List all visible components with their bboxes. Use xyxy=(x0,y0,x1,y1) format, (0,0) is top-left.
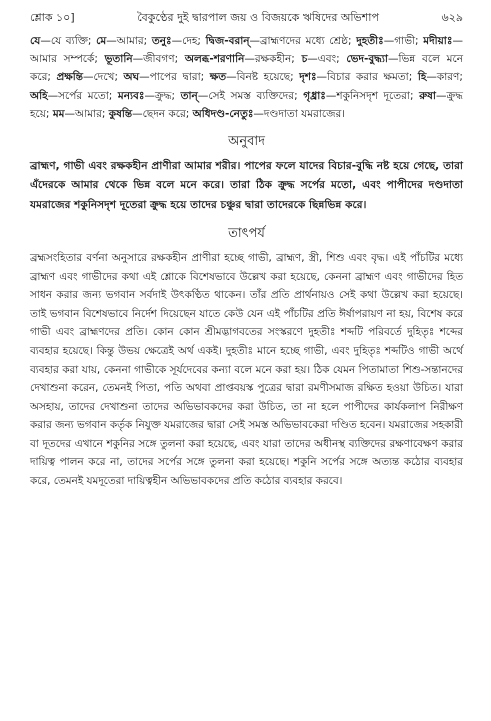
synonym-term: তনুঃ xyxy=(151,35,172,47)
running-head xyxy=(30,10,463,26)
synonym-meaning: আমার xyxy=(116,35,144,47)
synonym-term: মন্যবঃ xyxy=(117,89,145,102)
synonym-term: প্রক্ষন্তি xyxy=(56,71,84,84)
synonym-meaning: সর্পের মতো xyxy=(58,89,109,102)
purport-text: ব্রহ্মসংহিতার বর্ণনা অনুসারে রক্ষকহীন প্রাণীরা হচ্ছে গাভী, ব্রাহ্মণ, স্ত্রী, শিশু এবং বৃদ্ধ। এই পাঁচটির মধ্যে ব্রাহ্মণ এবং গাভীদের কথা এই শ্লোকে বিশেষভাবে উল্লেখ করা হয়েছে, কেননা ব্রাহ্মণ এবং গাভীদের হিত সাধন করার জন্য ভগবান সর্বদাই উৎকণ্ঠিত থাকেন। তাঁর প্রতি প্রার্থনায়ও সেই কথা উল্লেখ করা হয়েছে। তাই ভগবান বিশেষভাবে নির্দেশ দিয়েছেন যাতে কেউ যেন এই পাঁচটির প্রতি ঈর্ষাপরায়ণ না হয়, বিশেষ করে গাভী এবং ব্রাহ্মণদের প্রতি। কোন কোন শ্রীমদ্ভাগবতের সংস্করণে দুহতীঃ শব্দটি পরিবর্তে দুহিতৃঃ শব্দের ব্যবহার হয়েছে। কিন্তু উভয় ক্ষেত্রেই অর্থ একই। দুহতীঃ মানে হচ্ছে গাভী, এবং দুহিতৃঃ শব্দটিও গাভী অর্থে ব্যবহার করা যায়, কেননা গাভীকে সূর্যদেবের কন্যা বলে মনে করা হয়। ঠিক যেমন পিতামাতা শিশু-সন্তানদের দেখাশুনা করেন, তেমনই পিতা, পতি অথবা প্রাপ্তবয়স্ক পুত্রের দ্বারা রমণীসমাজ রক্ষিত হওয়া উচিত। যারা অসহায়, তাদের দেখাশুনা তাদের অভিভাবকদের করা উচিত, তা না হলে পাপীদের কার্যকলাপ নিরীক্ষণ করার জন্য ভগবান কর্তৃক নিযুক্ত যমরাজের দ্বারা সেই সমস্ত অভিভাবকেরা দণ্ডিত হবেন। যমরাজের সহকারী বা দূতদের এখানে শকুনির সঙ্গে তুলনা করা হয়েছে, এবং যারা তাদের অধীনস্থ ব্যক্তিদের রক্ষণাবেক্ষণ করার দায়িত্ব পালন করে না, তাদের সর্পের সঙ্গে তুলনা করা হয়েছে। শকুনি সর্পের সঙ্গে অত্যন্ত কঠোর ব্যবহার করে, তেমনই যমদূতেরা দায়িত্বহীন অভিভাবকদের প্রতি কঠোর ব্যবহার করবে। xyxy=(30,252,463,487)
synonym-meaning: দেখে xyxy=(93,71,115,84)
synonym-meaning: ছেদন করে xyxy=(142,107,186,120)
synonym-meaning: ক্রুদ্ধ হয়ে xyxy=(30,89,463,120)
synonym-term: অঘ xyxy=(123,71,140,84)
translation-text: ব্রাহ্মণ, গাভী এবং রক্ষকহীন প্রাণীরা আমার শরীর। পাপের ফলে যাদের বিচার-বুদ্ধি নষ্ট হয়ে গেছে, তারা এঁদেরকে আমার থেকে ভিন্ন বলে মনে করে। তারা ঠিক ক্রুদ্ধ সর্পের মতো, এবং পাপীদের দণ্ডদাতা যমরাজের শকুনিসদৃশ দূতেরা ক্রুদ্ধ হয়ে তাদের চঞ্চুর দ্বারা তাদেরকে ছিন্নভিন্ন করে। xyxy=(30,160,463,211)
synonym-meaning: গাভী xyxy=(394,35,416,47)
synonym-term: অহি xyxy=(30,89,48,102)
synonym-meaning: সেই সমস্ত ব্যক্তিদের xyxy=(208,89,295,102)
synonym-term: যে xyxy=(30,35,41,47)
synonym-term: মদীয়াঃ xyxy=(423,35,453,47)
synonyms-paragraph: যে—যে ব্যক্তি; মে—আমার; তনুঃ—দেহ; দ্বিজ-বরান্—ব্রাহ্মণদের মধ্যে শ্রেষ্ঠ; দুহতীঃ—গাভী; মদীয়াঃ—আমার সম্পর্কে; ভূতানি—জীবগণ; অলব্ধ-শরণানি—রক্ষকহীন; চ—এবং; ভেদ-বুদ্ধ্যা—ভিন্ন বলে মনে করে; প্রক্ষন্তি—দেখে; অঘ—পাপের দ্বারা; ক্ষত—বিনষ্ট হয়েছে; দৃশঃ—বিচার করার ক্ষমতা; হি—কারণ; অহি—সর্পের মতো; মন্যবঃ—ক্রুদ্ধ; তান্—সেই সমস্ত ব্যক্তিদের; গৃধ্রাঃ—শকুনিসদৃশ দূতেরা; রুষা—ক্রুদ্ধ হয়ে; মম—আমার; কুষন্তি—ছেদন করে; অধিদণ্ড-নেতুঃ—দণ্ডদাতা যমরাজের। xyxy=(30,35,463,120)
synonym-term: রুষা xyxy=(419,89,436,102)
synonym-meaning: আমার xyxy=(74,107,102,120)
synonym-meaning: বিনষ্ট হয়েছে xyxy=(236,71,291,84)
synonym-term: ক্ষত xyxy=(209,71,227,84)
synonym-term: দ্বিজ-বরান্ xyxy=(205,35,250,47)
synonym-term: অধিদণ্ড-নেতুঃ xyxy=(192,107,254,120)
synonym-meaning: কারণ xyxy=(436,71,460,84)
synonym-meaning: আমার সম্পর্কে xyxy=(30,53,95,66)
synonym-meaning: পাপের দ্বারা xyxy=(149,71,201,84)
synonym-term: মে xyxy=(96,35,107,47)
verse-reference: শ্লোক ১০] xyxy=(30,11,75,24)
synonym-meaning: ক্রুদ্ধ xyxy=(154,89,172,102)
page-number: ৬২৯ xyxy=(441,11,463,24)
synonym-meaning: ভিন্ন বলে মনে করে xyxy=(30,53,463,84)
synonym-term: ভেদ-বুদ্ধ্যা xyxy=(346,53,388,66)
synonym-term: গৃধ্রাঃ xyxy=(303,89,326,102)
synonym-term: মম xyxy=(52,107,65,120)
synonym-meaning: দণ্ডদাতা যমরাজের xyxy=(263,107,342,120)
synonym-meaning: দেহ xyxy=(182,35,198,47)
synonym-meaning: রক্ষকহীন xyxy=(254,53,292,66)
synonym-meaning: ব্রাহ্মণদের মধ্যে শ্রেষ্ঠ xyxy=(260,35,349,47)
synonym-meaning: যে ব্যক্তি xyxy=(50,35,88,47)
synonym-term: অলব্ধ-শরণানি xyxy=(184,53,245,66)
synonym-meaning: জীবগণ xyxy=(143,53,175,66)
synonym-term: ভূতানি xyxy=(104,53,133,66)
synonym-term: দুহতীঃ xyxy=(356,35,384,47)
synonym-term: দৃশঃ xyxy=(299,71,317,84)
chapter-title: বৈকুণ্ঠের দুই দ্বারপাল জয় ও বিজয়কে ঋষিদের অভিশাপ xyxy=(137,11,379,24)
synonym-term: চ xyxy=(301,53,308,66)
synonym-meaning: বিচার করার ক্ষমতা xyxy=(327,71,409,84)
synonym-meaning: শকুনিসদৃশ দূতেরা xyxy=(336,89,410,102)
synonym-term: তান্ xyxy=(180,89,198,102)
synonym-term: কুষন্তি xyxy=(108,107,133,120)
synonym-meaning: এবং xyxy=(317,53,337,66)
purport-heading: তাৎপর্য xyxy=(228,226,265,242)
translation-heading: অনুবাদ xyxy=(228,134,265,150)
synonym-term: হি xyxy=(417,71,427,84)
